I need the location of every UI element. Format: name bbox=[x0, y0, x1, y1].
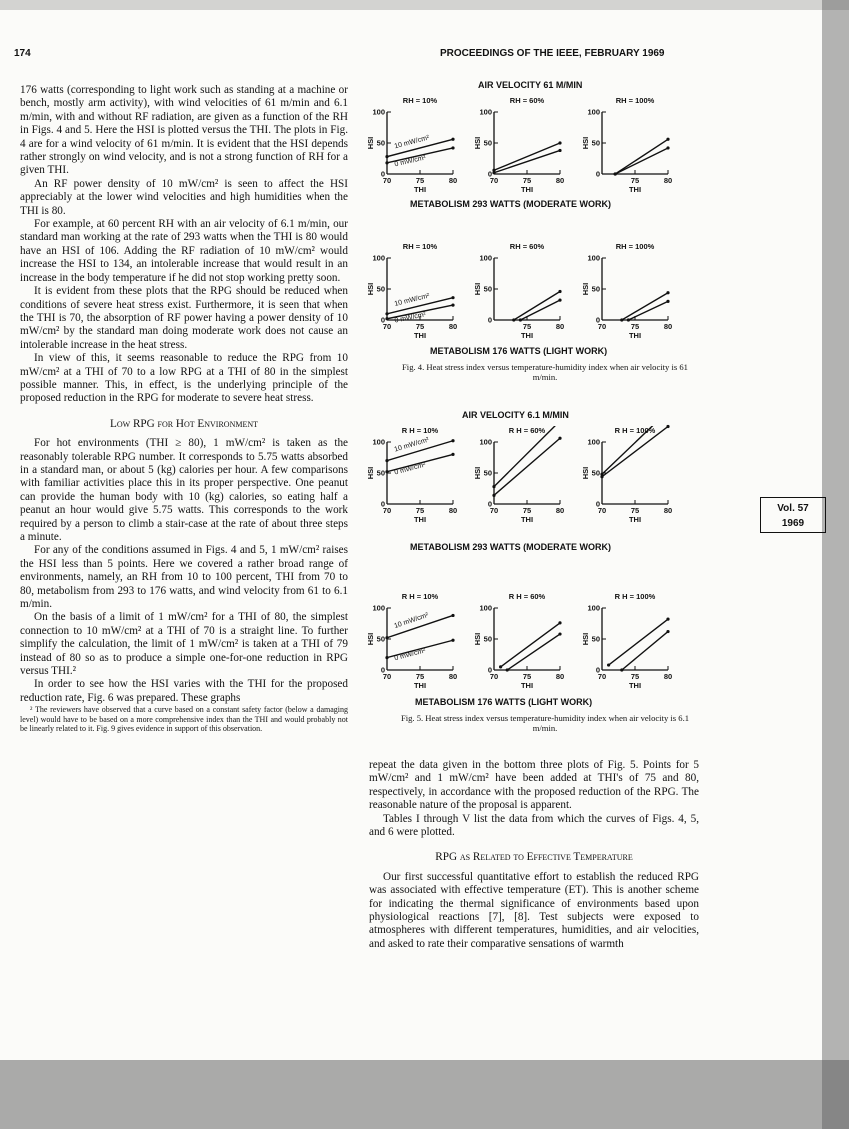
panel-title: R H = 10% bbox=[401, 426, 439, 435]
x-axis-label: THI bbox=[628, 681, 642, 690]
hsi-thi-chart bbox=[472, 590, 576, 694]
x-axis-label: THI bbox=[520, 185, 534, 194]
data-point bbox=[666, 300, 669, 303]
paragraph: For any of the conditions assumed in Figs. 4 and 5, 1 mW/cm² raises the HSI less than 5 points. Here we covered a rather broad range of environments, namely, an RH from 10 to 100 percent, THI from 70 to 80, metabolism from 293 to 176 watts, and wind velocity from 61 to 6.1 m/min. bbox=[20, 544, 348, 611]
x-axis-label: THI bbox=[520, 681, 534, 690]
data-point bbox=[558, 141, 561, 144]
x-tick-label: 75 bbox=[415, 672, 425, 681]
data-point bbox=[666, 291, 669, 294]
x-tick-label: 75 bbox=[415, 506, 425, 515]
y-axis-label: HSI bbox=[366, 466, 375, 480]
x-tick-label: 80 bbox=[663, 506, 673, 515]
panel-title: R H = 60% bbox=[508, 426, 546, 435]
y-tick-label: 50 bbox=[376, 634, 385, 644]
series-line bbox=[615, 139, 668, 174]
x-tick-label: 80 bbox=[448, 672, 458, 681]
data-point bbox=[451, 296, 454, 299]
x-tick-label: 75 bbox=[630, 322, 640, 331]
page-number: 174 bbox=[14, 48, 31, 59]
data-point bbox=[492, 171, 495, 174]
paragraph: Tables I through V list the data from which the curves of Figs. 4, 5, and 6 were plotted. bbox=[369, 812, 699, 839]
section-heading: Low RPG for Hot Environment bbox=[109, 417, 259, 430]
y-tick-label: 0 bbox=[487, 665, 492, 675]
paragraph: Our first successful quantitative effort to establish the reduced RPG was associated with effective temperature (ET). This is another scheme for indicating the thermal significance of environments based upon physiological reactions [7], [8]. Test subjects were exposed to atmospheres with different temperatures, humidities, and air velocities, and asked to rate their comparative sensations of warmth bbox=[369, 870, 699, 950]
panel-title: R H = 10% bbox=[401, 592, 439, 601]
x-tick-label: 70 bbox=[382, 672, 392, 681]
data-point bbox=[451, 453, 454, 456]
scan-edge-bottom bbox=[0, 1060, 849, 1129]
x-axis-label: THI bbox=[520, 331, 534, 340]
data-point bbox=[385, 656, 388, 659]
fig5-row2-label: METABOLISM 176 WATTS (LIGHT WORK) bbox=[415, 697, 593, 707]
y-tick-label: 0 bbox=[595, 169, 600, 179]
series-label: 0 mW/cm² bbox=[393, 647, 427, 663]
panel-title: RH = 100% bbox=[615, 96, 655, 105]
series-line bbox=[494, 143, 560, 170]
x-tick-label: 70 bbox=[597, 506, 607, 515]
y-tick-label: 100 bbox=[587, 437, 600, 447]
data-point bbox=[385, 636, 388, 639]
y-axis-label: HSI bbox=[366, 136, 375, 150]
y-tick-label: 0 bbox=[595, 499, 600, 509]
data-point bbox=[512, 318, 515, 321]
series-label: 10 mW/cm² bbox=[393, 292, 431, 308]
paragraph: 176 watts (corresponding to light work such as standing at a machine or bench, mostly arm activity), with wind velocities of 61 m/min and 6.1 m/min, with and without RF radiation, are given as a function of the RH in Figs. 4 and 5. Here the HSI is plotted versus the THI. The plots in Fig. 4 are for a wind velocity of 61 m/min. It is evident that the HSI depends rather strongly on wind velocity, and is not a strong function of RH for a given THI. bbox=[20, 84, 348, 177]
fig5-row1-label: METABOLISM 293 WATTS (MODERATE WORK) bbox=[410, 542, 611, 552]
panel-title: RH = 10% bbox=[402, 96, 438, 105]
series-label: 10 mW/cm² bbox=[393, 134, 431, 151]
data-point bbox=[506, 668, 509, 671]
x-axis-label: THI bbox=[520, 515, 534, 524]
fig4-row1-label: METABOLISM 293 WATTS (MODERATE WORK) bbox=[410, 199, 611, 209]
x-tick-label: 70 bbox=[382, 176, 392, 185]
hsi-thi-chart bbox=[580, 424, 684, 528]
y-tick-label: 0 bbox=[487, 315, 492, 325]
data-point bbox=[451, 304, 454, 307]
x-tick-label: 70 bbox=[489, 506, 499, 515]
y-tick-label: 100 bbox=[372, 107, 385, 117]
y-tick-label: 100 bbox=[587, 603, 600, 613]
x-axis-label: THI bbox=[413, 331, 427, 340]
data-point bbox=[620, 318, 623, 321]
scan-edge-right bbox=[822, 0, 849, 1129]
paragraph: It is evident from these plots that the RPG should be reduced when conditions of severe heat stress exist. Furthermore, it is seen that when the THI is 70, the absorption of RF power having a power density of 10 mW/cm² by the standard man doing moderate work does not cause an intolerable increase in the heat stress. bbox=[20, 285, 348, 351]
y-tick-label: 100 bbox=[479, 437, 492, 447]
x-axis-label: THI bbox=[413, 681, 427, 690]
y-tick-label: 50 bbox=[591, 138, 600, 148]
y-tick-label: 0 bbox=[595, 665, 600, 675]
data-point bbox=[666, 138, 669, 141]
data-point bbox=[558, 621, 561, 624]
hsi-thi-chart bbox=[365, 424, 469, 528]
x-tick-label: 75 bbox=[630, 506, 640, 515]
x-tick-label: 80 bbox=[555, 322, 565, 331]
x-tick-label: 75 bbox=[522, 176, 532, 185]
x-axis-label: THI bbox=[628, 331, 642, 340]
y-tick-label: 100 bbox=[372, 253, 385, 263]
series-label: 0 mW/cm² bbox=[393, 154, 427, 169]
y-tick-label: 50 bbox=[591, 634, 600, 644]
series-line bbox=[494, 438, 560, 495]
paragraph: On the basis of a limit of 1 mW/cm² for a THI of 80, the simplest connection to 10 mW/cm² at a THI of 70 is a straight line. To further simplify the calculation, the limit of 1 mW/cm² is taken at a THI of 79 instead of 80 so as to produce a simple one-for-one reduction in RPG versus THI.² bbox=[20, 611, 348, 678]
data-point bbox=[627, 318, 630, 321]
x-axis-label: THI bbox=[413, 185, 427, 194]
paragraph: repeat the data given in the bottom three plots of Fig. 5. Points for 5 mW/cm² and 1 mW/cm² have been added at THI's of 75 and 80, respectively, in accordance with the proposed reduction of the RPG. The reasonable nature of the proposal is apparent. bbox=[369, 759, 699, 812]
panel-title: RH = 60% bbox=[509, 242, 545, 251]
y-tick-label: 100 bbox=[372, 437, 385, 447]
x-axis-label: THI bbox=[413, 515, 427, 524]
series-label: 0 mW/cm² bbox=[393, 461, 427, 477]
x-tick-label: 75 bbox=[522, 322, 532, 331]
y-tick-label: 50 bbox=[376, 138, 385, 148]
data-point bbox=[451, 614, 454, 617]
series-label: 10 mW/cm² bbox=[393, 436, 430, 454]
x-axis-label: THI bbox=[628, 185, 642, 194]
y-tick-label: 0 bbox=[595, 315, 600, 325]
y-axis-label: HSI bbox=[473, 632, 482, 646]
y-tick-label: 100 bbox=[587, 253, 600, 263]
left-column bbox=[20, 84, 348, 734]
x-tick-label: 70 bbox=[382, 322, 392, 331]
data-point bbox=[666, 630, 669, 633]
x-tick-label: 75 bbox=[630, 672, 640, 681]
data-point bbox=[600, 475, 603, 478]
hsi-thi-chart bbox=[472, 240, 576, 344]
data-point bbox=[492, 485, 495, 488]
hsi-thi-chart bbox=[580, 240, 684, 344]
y-tick-label: 50 bbox=[591, 284, 600, 294]
fig5-caption: Fig. 5. Heat stress index versus temperature-humidity index when air velocity is 6.1 m/min. bbox=[400, 713, 690, 733]
data-point bbox=[385, 161, 388, 164]
x-tick-label: 80 bbox=[448, 506, 458, 515]
data-point bbox=[385, 470, 388, 473]
data-point bbox=[519, 318, 522, 321]
y-axis-label: HSI bbox=[473, 136, 482, 150]
x-tick-label: 70 bbox=[597, 672, 607, 681]
x-tick-label: 75 bbox=[415, 322, 425, 331]
series-label: 10 mW/cm² bbox=[393, 611, 430, 630]
fig5-title: AIR VELOCITY 6.1 M/MIN bbox=[462, 410, 569, 420]
hsi-thi-chart bbox=[472, 94, 576, 198]
series-line bbox=[615, 148, 668, 174]
y-tick-label: 50 bbox=[376, 468, 385, 478]
y-tick-label: 50 bbox=[483, 634, 492, 644]
y-tick-label: 100 bbox=[479, 603, 492, 613]
scan-edge-top bbox=[0, 0, 849, 10]
data-point bbox=[558, 632, 561, 635]
y-tick-label: 100 bbox=[587, 107, 600, 117]
volume-label: Vol. 57 bbox=[777, 503, 809, 514]
data-point bbox=[666, 618, 669, 621]
y-tick-label: 100 bbox=[479, 253, 492, 263]
panel-title: R H = 60% bbox=[508, 592, 546, 601]
fig4-caption: Fig. 4. Heat stress index versus temperature-humidity index when air velocity is 61 m/min. bbox=[402, 362, 688, 382]
series-label: 0 mW/cm² bbox=[393, 311, 427, 325]
x-tick-label: 75 bbox=[522, 672, 532, 681]
fig4-row2-label: METABOLISM 176 WATTS (LIGHT WORK) bbox=[430, 346, 608, 356]
section-heading: RPG as Related to Effective Temperature bbox=[435, 851, 633, 864]
data-point bbox=[607, 663, 610, 666]
data-point bbox=[558, 290, 561, 293]
footnote: ² The reviewers have observed that a curve based on a constant safety factor (below a damaging level) would have to be based on a more comprehensive index than the THI and would probably not be linearly related to it. Fig. 9 gives evidence in support of this observation. bbox=[20, 705, 348, 734]
y-axis-label: HSI bbox=[581, 136, 590, 150]
series-line bbox=[501, 623, 560, 667]
paragraph: An RF power density of 10 mW/cm² is seen to affect the HSI appreciably at the lower wind velocities and high humidities when the THI is 80. bbox=[20, 177, 348, 217]
x-tick-label: 75 bbox=[630, 176, 640, 185]
y-tick-label: 0 bbox=[380, 665, 385, 675]
y-tick-label: 0 bbox=[487, 169, 492, 179]
y-tick-label: 0 bbox=[487, 499, 492, 509]
y-tick-label: 100 bbox=[372, 603, 385, 613]
x-tick-label: 70 bbox=[597, 322, 607, 331]
series-line bbox=[622, 293, 668, 320]
x-tick-label: 80 bbox=[663, 322, 673, 331]
y-tick-label: 0 bbox=[380, 315, 385, 325]
data-point bbox=[451, 138, 454, 141]
volume-tab bbox=[760, 497, 826, 533]
x-tick-label: 80 bbox=[663, 672, 673, 681]
volume-year: 1969 bbox=[781, 518, 805, 529]
x-tick-label: 70 bbox=[489, 672, 499, 681]
x-tick-label: 70 bbox=[489, 176, 499, 185]
data-point bbox=[558, 437, 561, 440]
y-axis-label: HSI bbox=[581, 282, 590, 296]
x-tick-label: 80 bbox=[448, 322, 458, 331]
data-point bbox=[451, 439, 454, 442]
data-point bbox=[385, 317, 388, 320]
x-tick-label: 75 bbox=[522, 506, 532, 515]
right-column bbox=[369, 759, 699, 951]
panel-title: RH = 100% bbox=[615, 242, 655, 251]
data-point bbox=[558, 149, 561, 152]
data-point bbox=[385, 459, 388, 462]
series-line bbox=[514, 291, 560, 320]
y-axis-label: HSI bbox=[366, 282, 375, 296]
y-tick-label: 50 bbox=[376, 284, 385, 294]
panel-title: R H = 100% bbox=[614, 592, 656, 601]
hsi-thi-chart bbox=[580, 94, 684, 198]
y-tick-label: 0 bbox=[380, 499, 385, 509]
hsi-thi-chart bbox=[472, 424, 576, 528]
x-tick-label: 80 bbox=[555, 176, 565, 185]
hsi-thi-chart bbox=[365, 240, 469, 344]
running-head: PROCEEDINGS OF THE IEEE, FEBRUARY 1969 bbox=[440, 48, 665, 59]
data-point bbox=[451, 146, 454, 149]
paragraph: For example, at 60 percent RH with an air velocity of 6.1 m/min, our standard man working at the rate of 293 watts when the THI is 80 would have an HSI of 106. Adding the RF radiation of 10 mW/cm² would increase the HSI to 134, an intolerable increase that would result in an increase in the body temperature if he did not stop working pretty soon. bbox=[20, 218, 348, 284]
y-tick-label: 50 bbox=[483, 284, 492, 294]
y-axis-label: HSI bbox=[581, 632, 590, 646]
hsi-thi-chart bbox=[365, 94, 469, 198]
x-axis-label: THI bbox=[628, 515, 642, 524]
y-axis-label: HSI bbox=[473, 282, 482, 296]
x-tick-label: 80 bbox=[448, 176, 458, 185]
x-tick-label: 80 bbox=[555, 506, 565, 515]
data-point bbox=[620, 668, 623, 671]
x-tick-label: 80 bbox=[663, 176, 673, 185]
y-axis-label: HSI bbox=[473, 466, 482, 480]
data-point bbox=[499, 665, 502, 668]
data-point bbox=[614, 172, 617, 175]
panel-title: RH = 60% bbox=[509, 96, 545, 105]
series-line bbox=[609, 619, 668, 665]
data-point bbox=[385, 312, 388, 315]
series-line bbox=[507, 634, 560, 670]
series-line bbox=[494, 150, 560, 172]
y-tick-label: 50 bbox=[483, 138, 492, 148]
y-axis-label: HSI bbox=[581, 466, 590, 480]
y-tick-label: 100 bbox=[479, 107, 492, 117]
y-axis-label: HSI bbox=[366, 632, 375, 646]
data-point bbox=[666, 146, 669, 149]
x-tick-label: 80 bbox=[555, 672, 565, 681]
y-tick-label: 0 bbox=[380, 169, 385, 179]
y-tick-label: 50 bbox=[591, 468, 600, 478]
panel-title: R H = 100% bbox=[614, 426, 656, 435]
data-point bbox=[558, 299, 561, 302]
data-point bbox=[492, 494, 495, 497]
data-point bbox=[385, 155, 388, 158]
hsi-thi-chart bbox=[580, 590, 684, 694]
panel-title: RH = 10% bbox=[402, 242, 438, 251]
x-tick-label: 70 bbox=[382, 506, 392, 515]
data-point bbox=[451, 639, 454, 642]
fig4-title: AIR VELOCITY 61 M/MIN bbox=[478, 80, 583, 90]
paragraph: In view of this, it seems reasonable to reduce the RPG from 10 mW/cm² at a THI of 70 to a low RPG at a THI of 80 in the simplest possible manner. This, in effect, is the underlying principle of the proposed reduction in the RPG for moderate to severe heat stress. bbox=[20, 352, 348, 405]
paragraph: In order to see how the HSI varies with the THI for the proposed reduction rate, Fig. 6 was prepared. These graphs bbox=[20, 678, 348, 704]
y-tick-label: 50 bbox=[483, 468, 492, 478]
x-tick-label: 75 bbox=[415, 176, 425, 185]
hsi-thi-chart bbox=[365, 590, 469, 694]
paragraph: For hot environments (THI ≥ 80), 1 mW/cm² is taken as the reasonably tolerable RPG number. It corresponds to 5.75 watts absorbed in a standard man, or about 5 (kg) calories per hour. A few comparisons with familiar activities place this in its proper perspective. One peanut can provide the human body with 10 (kg) calories, so eating half a peanut an hour would give 5.75 watts. This corresponds to the work required by a person to climb a stair-case at the rate of about three steps a minute. bbox=[20, 437, 348, 543]
data-point bbox=[666, 425, 669, 428]
